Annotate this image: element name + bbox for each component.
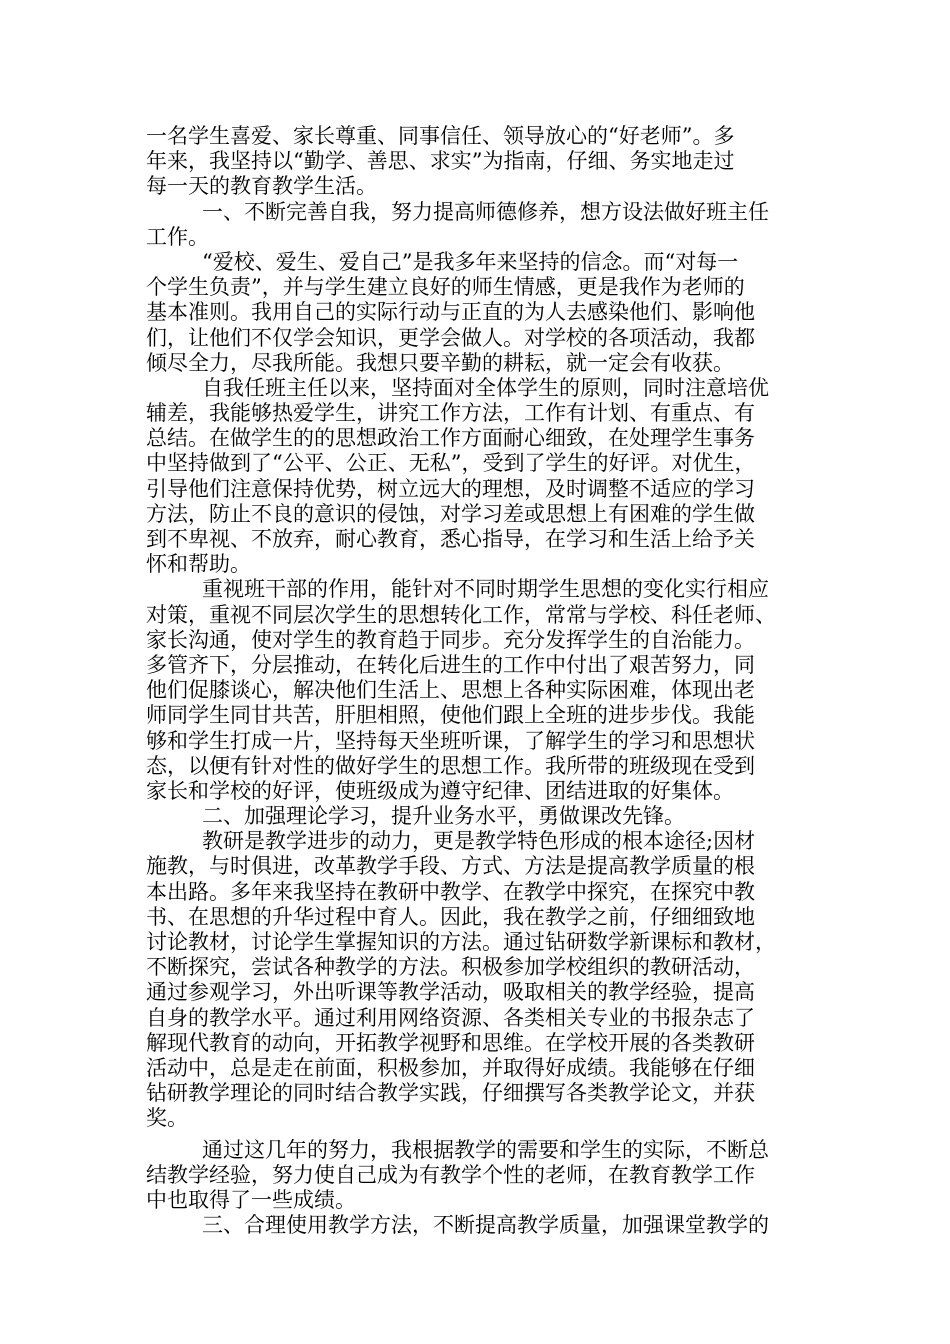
text-line: 教研是教学进步的动力，更是教学特色形成的根本途径;因材: [202, 829, 756, 854]
text-line: 态，以便有针对性的做好学生的思想工作。我所带的班级现在受到: [146, 753, 755, 778]
text-line: 重视班干部的作用，能针对不同时期学生思想的变化实行相应: [202, 577, 769, 602]
section-heading-2: 二、加强理论学习，提升业务水平，勇做课改先锋。: [202, 804, 685, 829]
text-line: 年来，我坚持以“勤学、善思、求实”为指南，仔细、务实地走过: [146, 149, 735, 174]
text-line: 倾尽全力，尽我所能。我想只要辛勤的耕耘，就一定会有收获。: [146, 350, 734, 375]
text-line: 怀和帮助。: [146, 552, 251, 577]
text-line: 个学生负责”，并与学生建立良好的师生情感，更是我作为老师的: [146, 275, 745, 300]
text-line: 钻研教学理论的同时结合教学实践，仔细撰写各类教学论文，并获: [146, 1081, 755, 1106]
text-line: 到不卑视、不放弃，耐心教育，悉心指导，在学习和生活上给予关: [146, 527, 755, 551]
text-line: 奖。: [146, 1106, 188, 1131]
text-line: 解现代教育的动向，开拓教学视野和思维。在学校开展的各类教研: [146, 1030, 755, 1055]
text-line: 本出路。多年来我坚持在教研中教学、在教学中探究，在探究中教: [146, 879, 755, 904]
text-line: 对策，重视不同层次学生的思想转化工作，常常与学校、科任老师、: [146, 602, 776, 627]
text-line: 他们促膝谈心，解决他们生活上、思想上各种实际困难，体现出老: [146, 678, 755, 703]
text-line: 师同学生同甘共苦，肝胆相照，使他们跟上全班的进步步伐。我能: [146, 703, 755, 728]
text-line: 每一天的教育教学生活。: [146, 174, 377, 199]
text-line: 通过这几年的努力，我根据教学的需要和学生的实际，不断总: [202, 1137, 769, 1162]
text-line: 通过参观学习，外出听课等教学活动，吸取相关的教学经验，提高: [146, 980, 755, 1005]
text-line: 方法，防止不良的意识的侵蚀，对学习差或思想上有困难的学生做: [146, 501, 755, 526]
text-line: 家长沟通，使对学生的教育趋于同步。充分发挥学生的自治能力。: [146, 627, 755, 652]
text-line: 活动中，总是走在前面，积极参加，并取得好成绩。我能够在仔细: [146, 1055, 755, 1080]
text-line: 工作。: [146, 224, 209, 249]
section-heading-1: 一、不断完善自我，努力提高师德修养，想方设法做好班主任: [202, 199, 769, 224]
text-line: 结教学经验，努力使自己成为有教学个性的老师，在教育教学工作: [146, 1162, 755, 1187]
text-line: 一名学生喜爱、家长尊重、同事信任、领导放心的“好老师”。多: [146, 124, 735, 148]
text-line: 基本准则。我用自己的实际行动与正直的为人去感染他们、影响他: [146, 300, 755, 325]
text-line: 们，让他们不仅学会知识，更学会做人。对学校的各项活动，我都: [146, 325, 755, 350]
text-line: 中坚持做到了“公平、公正、无私”，受到了学生的好评。对优生，: [146, 451, 756, 476]
text-line: 讨论教材，讨论学生掌握知识的方法。通过钻研数学新课标和教材，: [146, 930, 776, 954]
text-line: 多管齐下，分层推动，在转化后进生的工作中付出了艰苦努力，同: [146, 652, 755, 677]
text-line: 施教，与时俱进，改革教学手段、方式、方法是提高教学质量的根: [146, 854, 755, 879]
text-line: 总结。在做学生的的思想政治工作方面耐心细致，在处理学生事务: [146, 426, 755, 451]
text-line: 书、在思想的升华过程中育人。因此，我在教学之前，仔细细致地: [146, 904, 755, 929]
text-line: 自身的教学水平。通过利用网络资源、各类相关专业的书报杂志了: [146, 1005, 755, 1030]
text-line: 自我任班主任以来，坚持面对全体学生的原则，同时注意培优: [202, 375, 769, 400]
text-line: 够和学生打成一片，坚持每天坐班听课，了解学生的学习和思想状: [146, 728, 755, 753]
text-line: 中也取得了一些成绩。: [146, 1187, 356, 1212]
text-line: “爱校、爱生、爱自己”是我多年来坚持的信念。而“对每一: [202, 249, 739, 274]
text-line: 辅差，我能够热爱学生，讲究工作方法，工作有计划、有重点、有: [146, 401, 755, 426]
text-line: 引导他们注意保持优势，树立远大的理想，及时调整不适应的学习: [146, 476, 755, 501]
text-line: 不断探究，尝试各种教学的方法。积极参加学校组织的教研活动，: [146, 955, 755, 980]
document-body: [146, 124, 808, 1238]
section-heading-3: 三、合理使用教学方法，不断提高教学质量，加强课堂教学的: [202, 1213, 769, 1238]
text-line: 家长和学校的好评，使班级成为遵守纪律、团结进取的好集体。: [146, 778, 734, 803]
